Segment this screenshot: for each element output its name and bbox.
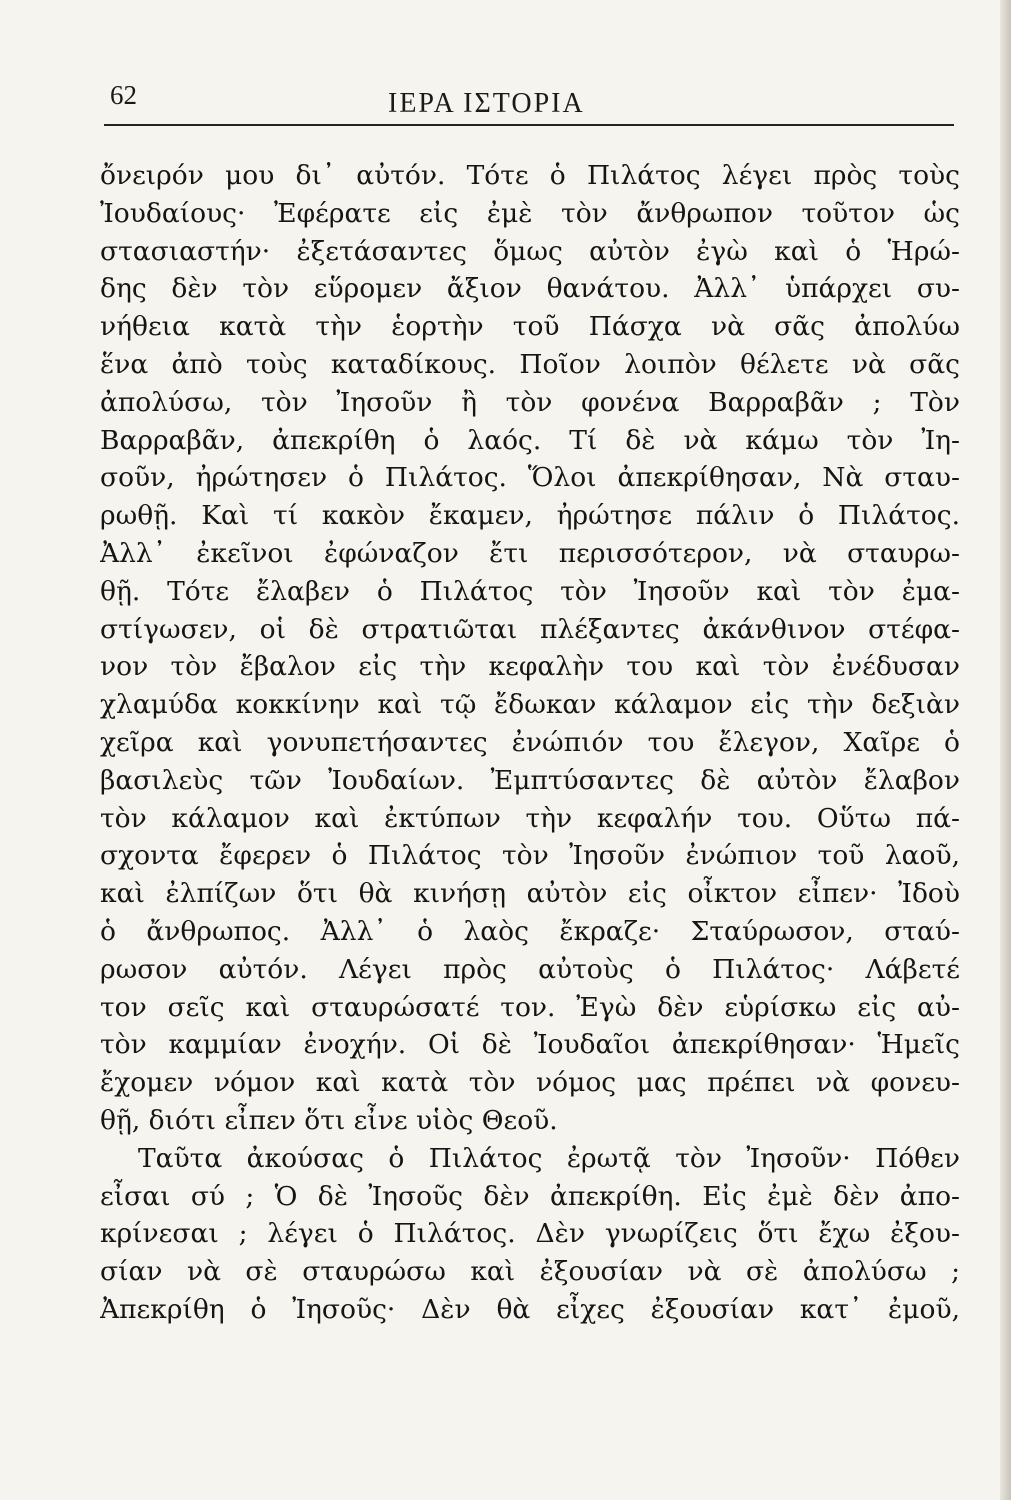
text-line: ἀπολύσω, τὸν Ἰησοῦν ἢ τὸν φονένα Βαρραβᾶν ; Τὸν bbox=[100, 386, 960, 418]
text-line: σχοντα ἔφερεν ὁ Πιλάτος τὸν Ἰησοῦν ἐνώπιον τοῦ λαοῦ, bbox=[100, 840, 960, 872]
text-line: ρωσον αὐτόν. Λέγει πρὸς αὐτοὺς ὁ Πιλάτος· Λάβετέ bbox=[100, 953, 960, 985]
text-line: βασιλεὺς τῶν Ἰουδαίων. Ἐμπτύσαντες δὲ αὐτὸν ἔλαβον bbox=[100, 764, 960, 796]
running-title: ΙΕΡΑ ΙΣΤΟΡΙΑ bbox=[388, 88, 585, 119]
text-line: χλαμύδα κοκκίνην καὶ τῷ ἔδωκαν κάλαμον εἰς τὴν δεξιὰν bbox=[100, 689, 960, 721]
text-line: Βαρραβᾶν, ἀπεκρίθη ὁ λαός. Τί δὲ νὰ κάμω τὸν Ἰη- bbox=[100, 424, 960, 456]
text-line: ὁ ἄνθρωπος. Ἀλλ᾽ ὁ λαὸς ἔκραζε· Σταύρωσον, σταύ- bbox=[100, 915, 960, 947]
text-line: ρωθῇ. Καὶ τί κακὸν ἔκαμεν, ἠρώτησε πάλιν ὁ Πιλάτος. bbox=[100, 500, 960, 532]
text-line: εἶσαι σύ ; Ὁ δὲ Ἰησοῦς δὲν ἀπεκρίθη. Εἰς ἐμὲ δὲν ἀπο- bbox=[100, 1180, 960, 1212]
text-line: δης δὲν τὸν εὕρομεν ἄξιον θανάτου. Ἀλλ᾽ ὑπάρχει συ- bbox=[100, 273, 960, 305]
text-line: θῇ. Τότε ἔλαβεν ὁ Πιλάτος τὸν Ἰησοῦν καὶ τὸν ἐμα- bbox=[100, 575, 960, 607]
text-line: ὄνειρόν μου δι᾽ αὐτόν. Τότε ὁ Πιλάτος λέγει πρὸς τοὺς bbox=[100, 160, 960, 191]
text-line: κρίνεσαι ; λέγει ὁ Πιλάτος. Δὲν γνωρίζεις ὅτι ἔχω ἐξου- bbox=[100, 1218, 960, 1250]
text-line: στίγωσεν, οἱ δὲ στρατιῶται πλέξαντες ἀκάνθινον στέφα- bbox=[100, 613, 960, 645]
text-line: Ἰουδαίους· Ἐφέρατε εἰς ἐμὲ τὸν ἄνθρωπον τοῦτον ὡς bbox=[100, 197, 960, 229]
text-line: θῇ, διότι εἶπεν ὅτι εἶνε υἱὸς Θεοῦ. bbox=[100, 1104, 558, 1136]
text-line: χεῖρα καὶ γονυπετήσαντες ἐνώπιόν του ἔλεγον, Χαῖρε ὁ bbox=[100, 726, 960, 758]
page-number: 62 bbox=[110, 80, 137, 110]
page-header bbox=[104, 72, 954, 122]
text-line: Ἀλλ᾽ ἐκεῖνοι ἐφώναζον ἔτι περισσότερον, νὰ σταυρω- bbox=[100, 537, 960, 569]
body-text bbox=[100, 157, 960, 1329]
text-line: σοῦν, ἠρώτησεν ὁ Πιλάτος. Ὅλοι ἀπεκρίθησαν, Νὰ σταυ- bbox=[100, 462, 960, 494]
text-line: ἕνα ἀπὸ τοὺς καταδίκους. Ποῖον λοιπὸν θέλετε νὰ σᾶς bbox=[100, 348, 960, 380]
text-line: νον τὸν ἔβαλον εἰς τὴν κεφαλὴν του καὶ τὸν ἐνέδυσαν bbox=[100, 651, 960, 683]
text-line: ἔχομεν νόμον καὶ κατὰ τὸν νόμος μας πρέπει νὰ φονευ- bbox=[100, 1067, 960, 1099]
text-line: στασιαστήν· ἐξετάσαντες ὅμως αὐτὸν ἐγὼ καὶ ὁ Ἡρώ- bbox=[100, 235, 960, 267]
text-line: νήθεια κατὰ τὴν ἑορτὴν τοῦ Πάσχα νὰ σᾶς ἀπολύω bbox=[100, 311, 960, 343]
text-line: τον σεῖς καὶ σταυρώσατέ τον. Ἐγὼ δὲν εὑρίσκω εἰς αὐ- bbox=[100, 991, 960, 1023]
text-line: τὸν καμμίαν ἐνοχήν. Οἱ δὲ Ἰουδαῖοι ἀπεκρίθησαν· Ἡμεῖς bbox=[100, 1029, 960, 1061]
page-edge-shadow bbox=[1000, 0, 1011, 1500]
text-line: τὸν κάλαμον καὶ ἐκτύπων τὴν κεφαλήν του. Οὕτω πά- bbox=[100, 802, 960, 834]
text-line: σίαν νὰ σὲ σταυρώσω καὶ ἐξουσίαν νὰ σὲ ἀπολύσω ; bbox=[100, 1256, 960, 1288]
text-line: καὶ ἐλπίζων ὅτι θὰ κινήσῃ αὐτὸν εἰς οἶκτον εἶπεν· Ἰδοὺ bbox=[100, 878, 960, 910]
header-rule bbox=[104, 124, 954, 126]
text-line: Ταῦτα ἀκούσας ὁ Πιλάτος ἐρωτᾷ τὸν Ἰησοῦν· Πόθεν bbox=[138, 1142, 960, 1174]
text-line: Ἀπεκρίθη ὁ Ἰησοῦς· Δὲν θὰ εἶχες ἐξουσίαν κατ᾽ ἐμοῦ, bbox=[100, 1293, 960, 1325]
